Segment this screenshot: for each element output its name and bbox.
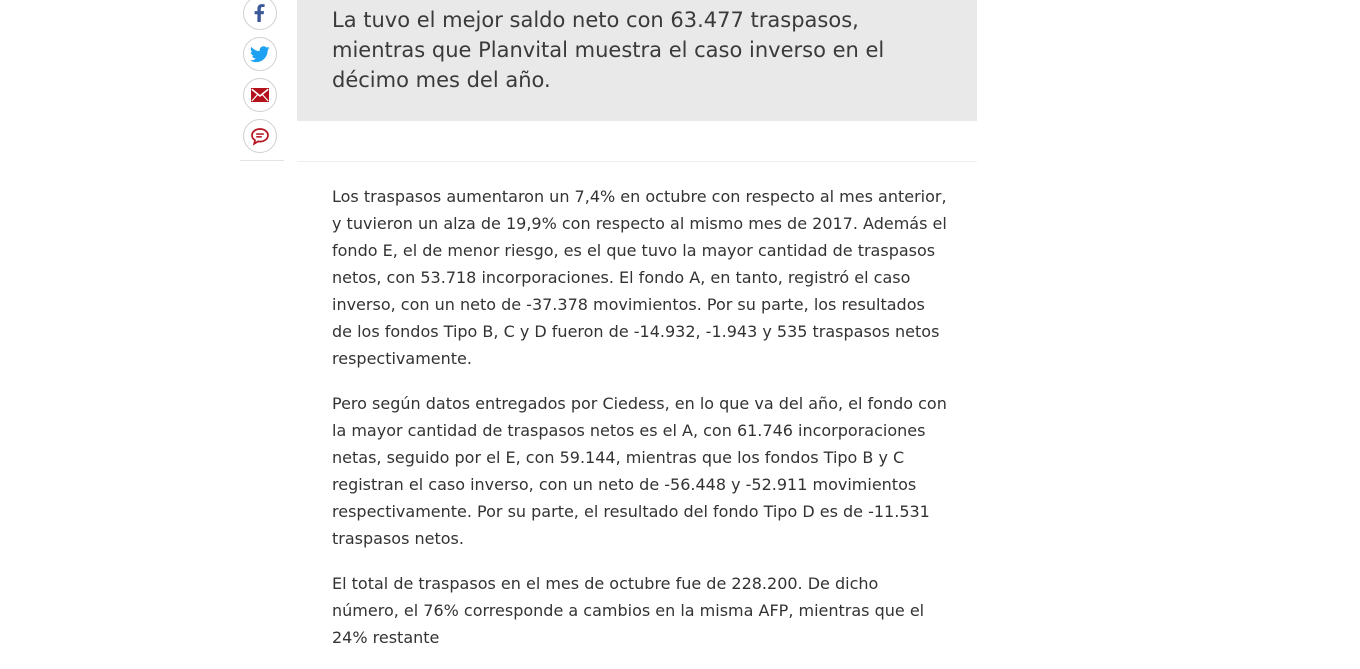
article-paragraph: El total de traspasos en el mes de octubre fue de 228.200. De dicho número, el 76% corresponde a cambios en la misma AFP, mientras que el 24% restante	[332, 574, 925, 647]
facebook-icon	[252, 4, 268, 22]
share-rail	[240, 0, 284, 161]
article-lead: La tuvo el mejor saldo neto con 63.477 traspasos, mientras que Planvital muestra el caso inverso en el décimo mes del año.	[332, 8, 885, 92]
email-share-button[interactable]	[243, 78, 277, 112]
comment-icon	[251, 128, 269, 145]
article-paragraph: Pero según datos entregados por Ciedess, en lo que va del año, el fondo con la mayor cantidad de traspasos netos es el A, con 61.746 incorporaciones netas, seguido por el E, con 59.144, mientras que los fondos Tipo B y C registran el caso inverso, con un neto de -56.448 y -52.911 movimientos respectivamente. Por su parte, el resultado del fondo Tipo D es de -11.531 traspasos netos.	[332, 394, 947, 548]
email-icon	[251, 88, 269, 102]
comment-share-button[interactable]	[243, 119, 277, 153]
facebook-share-button[interactable]	[243, 0, 277, 30]
twitter-share-button[interactable]	[243, 37, 277, 71]
article-body	[332, 183, 947, 669]
section-divider	[297, 161, 977, 162]
article-paragraph: Los traspasos aumentaron un 7,4% en octubre con respecto al mes anterior, y tuvieron un alza de 19,9% con respecto al mismo mes de 2017. Además el fondo E, el de menor riesgo, es el que tuvo la mayor cantidad de traspasos netos, con 53.718 incorporaciones. El fondo A, en tanto, registró el caso inverso, con un neto de -37.378 movimientos. Por su parte, los resultados de los fondos Tipo B, C y D fueron de -14.932, -1.943 y 535 traspasos netos respectivamente.	[332, 187, 947, 368]
twitter-icon	[250, 46, 270, 63]
article-lead-box	[297, 0, 977, 121]
